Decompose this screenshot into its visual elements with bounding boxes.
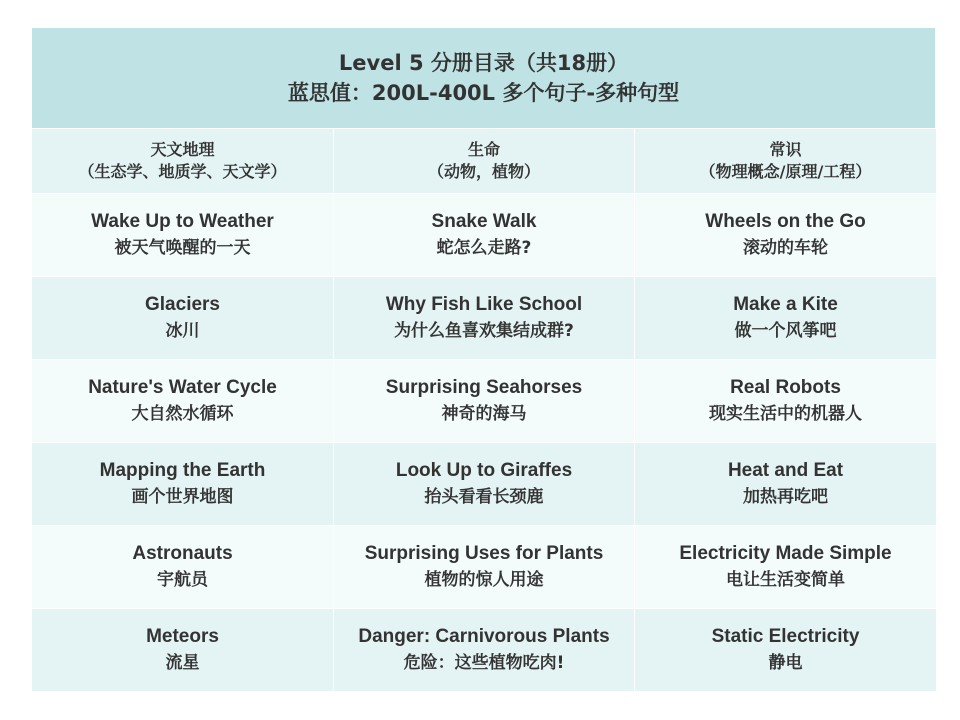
book-title-english: Wheels on the Go <box>705 211 866 232</box>
book-title-chinese: 蛇怎么走路? <box>436 238 532 258</box>
book-title-chinese: 大自然水循环 <box>131 404 234 424</box>
book-title-chinese: 静电 <box>768 653 803 673</box>
column-header-astronomy-geography <box>32 129 333 193</box>
book-cell <box>635 194 936 276</box>
book-title-english: Static Electricity <box>711 626 860 647</box>
title-banner <box>32 28 935 128</box>
book-title-chinese: 抬头看看长颈鹿 <box>424 487 544 507</box>
title-lexile: 蓝思值：200L-400L 多个句子-多种句型 <box>287 81 680 105</box>
column-header-life <box>334 129 634 193</box>
book-cell <box>334 443 634 525</box>
column-header-sub: （物理概念/原理/工程） <box>699 162 872 181</box>
book-cell <box>32 526 333 608</box>
book-title-english: Heat and Eat <box>727 460 844 481</box>
book-title-chinese: 加热再吃吧 <box>743 487 828 507</box>
book-cell <box>635 609 936 691</box>
book-title-english: Nature's Water Cycle <box>88 377 277 398</box>
book-title-english: Surprising Seahorses <box>385 377 583 398</box>
book-cell <box>32 443 333 525</box>
catalog-grid <box>32 129 935 691</box>
book-title-english: Glaciers <box>145 294 220 315</box>
book-title-english: Meteors <box>146 626 219 647</box>
book-title-english: Electricity Made Simple <box>679 543 892 564</box>
book-title-chinese: 被天气唤醒的一天 <box>114 238 251 258</box>
book-title-chinese: 画个世界地图 <box>131 487 234 507</box>
column-header-name: 天文地理 <box>150 140 215 159</box>
book-cell <box>32 360 333 442</box>
book-title-chinese: 植物的惊人用途 <box>424 570 544 590</box>
book-title-chinese: 电让生活变简单 <box>726 570 845 590</box>
column-header-name: 常识 <box>769 140 802 159</box>
book-title-chinese: 宇航员 <box>157 570 208 590</box>
title-level: Level 5 分册目录（共18册） <box>338 51 629 75</box>
book-cell <box>635 360 936 442</box>
book-title-english: Astronauts <box>132 543 233 564</box>
column-header-common-knowledge <box>635 129 936 193</box>
column-header-sub: （动物，植物） <box>427 162 540 181</box>
book-title-english: Mapping the Earth <box>99 460 266 481</box>
book-cell <box>334 194 634 276</box>
book-title-english: Danger: Carnivorous Plants <box>358 626 610 647</box>
book-title-chinese: 冰川 <box>165 321 200 341</box>
book-cell <box>635 443 936 525</box>
book-cell <box>32 277 333 359</box>
book-title-chinese: 做一个风筝吧 <box>734 321 837 341</box>
book-title-chinese: 为什么鱼喜欢集结成群? <box>394 321 574 341</box>
book-title-chinese: 神奇的海马 <box>441 404 527 424</box>
book-cell <box>334 526 634 608</box>
book-title-english: Look Up to Giraffes <box>395 460 573 481</box>
book-cell <box>334 609 634 691</box>
book-title-english: Surprising Uses for Plants <box>364 543 604 564</box>
book-cell <box>32 609 333 691</box>
book-cell <box>334 360 634 442</box>
column-header-sub: （生态学、地质学、天文学） <box>78 162 287 181</box>
book-title-english: Why Fish Like School <box>385 294 583 315</box>
book-cell <box>635 277 936 359</box>
book-title-english: Snake Walk <box>431 211 537 232</box>
book-title-english: Make a Kite <box>733 294 838 315</box>
book-cell <box>334 277 634 359</box>
book-title-english: Real Robots <box>730 377 841 398</box>
book-title-english: Wake Up to Weather <box>91 211 274 232</box>
book-title-chinese: 现实生活中的机器人 <box>709 404 862 424</box>
book-catalog-table <box>32 28 935 690</box>
book-title-chinese: 危险：这些植物吃肉! <box>403 653 565 673</box>
book-cell <box>635 526 936 608</box>
book-title-chinese: 流星 <box>165 653 200 673</box>
book-title-chinese: 滚动的车轮 <box>743 238 828 258</box>
column-header-name: 生命 <box>467 140 500 159</box>
book-cell <box>32 194 333 276</box>
